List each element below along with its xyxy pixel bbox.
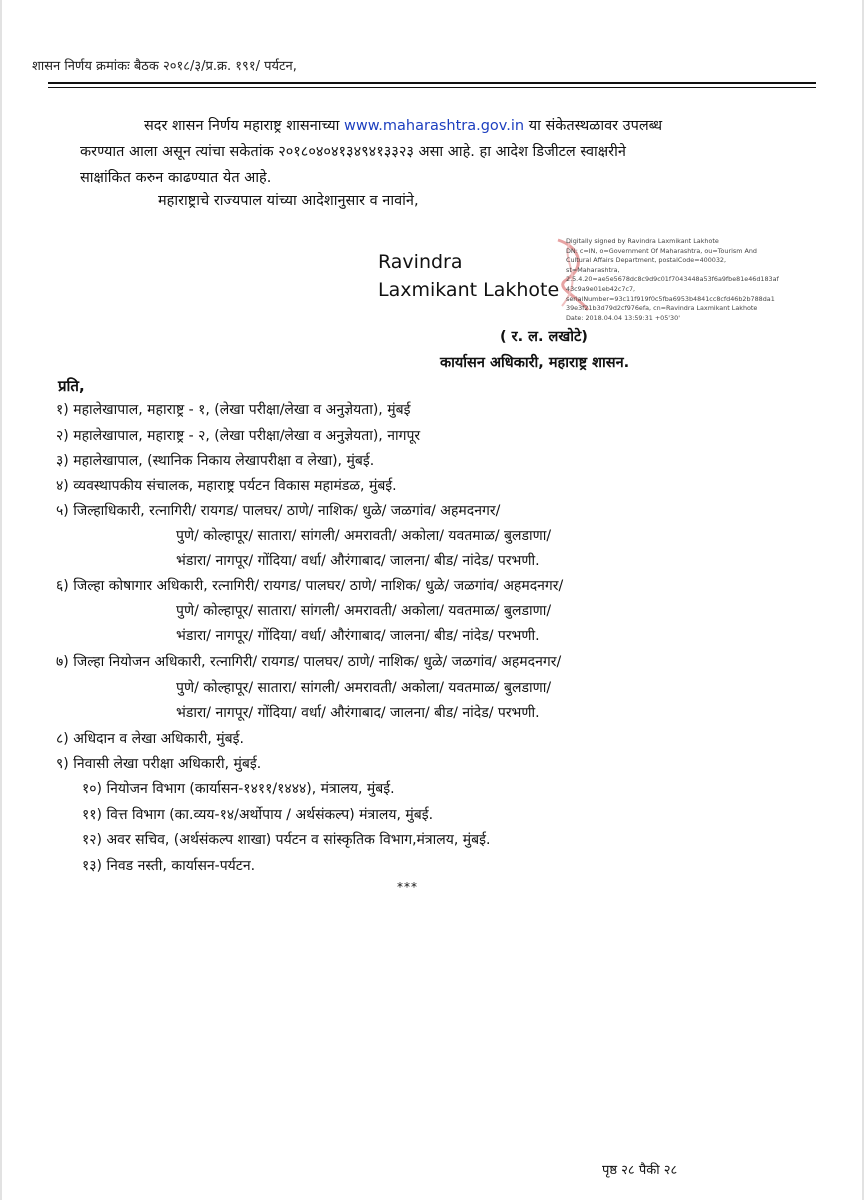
distribution-item: ९) निवासी लेखा परीक्षा अधिकारी, मुंबई. [56,756,262,772]
closing-line: महाराष्ट्राचे राज्यपाल यांच्या आदेशानुसार व नावांने, [158,193,419,209]
signature-name-rest: Laxmikant Lakhote [378,279,560,301]
sig-detail-line: Date: 2018.04.04 13:59:31 +05'30' [566,313,680,322]
body-line1-start: सदर शासन निर्णय महाराष्ट्र शासनाच्या [144,118,340,134]
distribution-item: १३) निवड नस्ती, कार्यासन-पर्यटन. [82,858,256,874]
signer-title: कार्यासन अधिकारी, महाराष्ट्र शासन. [440,355,630,371]
distribution-item: १२) अवर सचिव, (अर्थसंकल्प शाखा) पर्यटन व सांस्कृतिक विभाग,मंत्रालय, मुंबई. [82,832,491,848]
body-line1-end: या संकेतस्थळावर उपलब्ध [528,118,663,134]
sig-detail-line: Digitally signed by Ravindra Laxmikant Lakhote [566,237,719,245]
distribution-item: १) महालेखापाल, महाराष्ट्र - १, (लेखा परीक्षा/लेखा व अनुज्ञेयता), मुंबई [56,402,411,418]
distribution-item: ७) जिल्हा नियोजन अधिकारी, रत्नागिरी/ रायगड/ पालघर/ ठाणे/ नाशिक/ धुळे/ जळगांव/ अहमदनगर/ [56,654,562,670]
body-line2: करण्यात आला असून त्यांचा सकेतांक २०१८०४०४१३४९४१३३२३ असा आहे. हा आदेश डिजीटल स्वाक्षरीने [80,144,626,160]
website-link[interactable]: www.maharashtra.gov.in [344,118,525,134]
body-line3: साक्षांकित करुन काढण्यात येत आहे. [80,170,272,186]
signer-initials: ( र. ल. लखोटे) [500,329,588,345]
header-divider-thin [48,87,816,88]
signature-name [378,248,559,304]
distribution-item: ३) महालेखापाल, (स्थानिक निकाय लेखापरीक्षा व लेखा), मुंबई. [56,453,375,469]
distribution-item-continuation: भंडारा/ नागपूर/ गोंदिया/ वर्धा/ औरंगाबाद/ जालना/ बीड/ नांदेड/ परभणी. [176,705,540,721]
distribution-item: ६) जिल्हा कोषागार अधिकारी, रत्नागिरी/ रायगड/ पालघर/ ठाणे/ नाशिक/ धुळे/ जळगांव/ अहमदनगर/ [56,578,564,594]
sig-detail-line: 39e3f21b3d79d2cf976efa, cn=Ravindra Laxmikant Lakhote [566,304,758,313]
order-reference: शासन निर्णय क्रमांकः बैठक २०१८/३/प्र.क्र. १९१/ पर्यटन, [32,59,297,74]
distribution-item-continuation: पुणे/ कोल्हापूर/ सातारा/ सांगली/ अमरावती/ अकोला/ यवतमाळ/ बुलडाणा/ [176,680,552,696]
body-paragraph [80,113,780,191]
distribution-item: १०) नियोजन विभाग (कार्यासन-१४११/१४४४), मंत्रालय, मुंबई. [82,781,395,797]
digital-signature-details [566,237,856,323]
distribution-item: ५) जिल्हाधिकारी, रत्नागिरी/ रायगड/ पालघर/ ठाणे/ नाशिक/ धुळे/ जळगांव/ अहमदनगर/ [56,503,501,519]
distribution-item-continuation: भंडारा/ नागपूर/ गोंदिया/ वर्धा/ औरंगाबाद/ जालना/ बीड/ नांदेड/ परभणी. [176,628,540,644]
sig-detail-line: DN: c=IN, o=Government Of Maharashtra, ou=Tourism And [566,246,757,255]
sig-detail-line: st=Maharashtra, [566,265,620,274]
distribution-heading: प्रति, [58,377,85,395]
distribution-item-continuation: पुणे/ कोल्हापूर/ सातारा/ सांगली/ अमरावती/ अकोला/ यवतमाळ/ बुलडाणा/ [176,528,552,544]
signature-name-first: Ravindra [378,251,463,273]
distribution-item: ८) अधिदान व लेखा अधिकारी, मुंबई. [56,731,244,747]
distribution-item: ४) व्यवस्थापकीय संचालक, महाराष्ट्र पर्यटन विकास महामंडळ, मुंबई. [56,478,397,494]
header-divider-thick [48,82,816,84]
page-number: पृष्ठ २८ पैकी २८ [602,1163,678,1178]
sig-detail-line: 43c9a9e01eb42c7c7, [566,284,636,293]
sig-detail-line: serialNumber=93c11f919f0c5fba6953b4841cc8cfd46b2b788da1 [566,294,775,303]
distribution-item-continuation: भंडारा/ नागपूर/ गोंदिया/ वर्धा/ औरंगाबाद/ जालना/ बीड/ नांदेड/ परभणी. [176,553,540,569]
sig-detail-line: 2.5.4.20=ae5e5678dc8c9d9c01f7043448a53f6a9fbe81e46d183af [566,275,779,284]
distribution-item: २) महालेखापाल, महाराष्ट्र - २, (लेखा परीक्षा/लेखा व अनुज्ञेयता), नागपूर [56,428,421,444]
distribution-item: ११) वित्त विभाग (का.व्यय-१४/अर्थोपाय / अर्थसंकल्प) मंत्रालय, मुंबई. [82,807,434,823]
sig-detail-line: Cultural Affairs Department, postalCode=400032, [566,256,727,265]
distribution-item-continuation: पुणे/ कोल्हापूर/ सातारा/ सांगली/ अमरावती/ अकोला/ यवतमाळ/ बुलडाणा/ [176,603,552,619]
end-mark: *** [397,880,418,894]
